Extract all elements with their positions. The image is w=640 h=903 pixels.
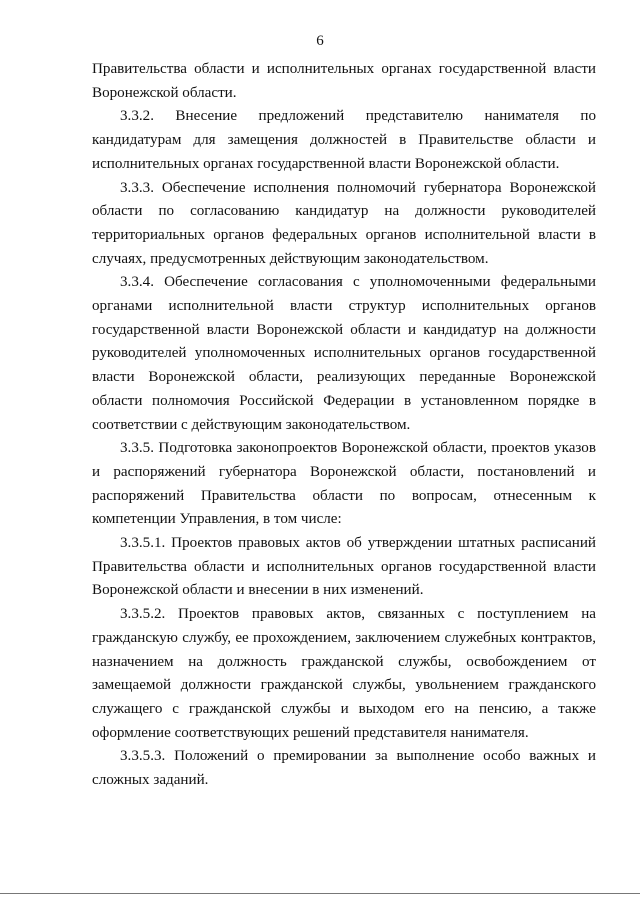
paragraph-3-3-2: 3.3.2. Внесение предложений представителю нанимателя по кандидатурам для замещения должностей в Правительстве области и исполнительных органах государственной власти Воронежской области. [92, 108, 596, 172]
paragraph-3-3-5-1: 3.3.5.1. Проектов правовых актов об утверждении штатных расписаний Правительства области и исполнительных органов государственной власти Воронежской области и внесении в них изменений. [92, 535, 596, 599]
paragraph-continuation: Правительства области и исполнительных органах государственной власти Воронежской области. [92, 61, 596, 101]
paragraph-3-3-3: 3.3.3. Обеспечение исполнения полномочий губернатора Воронежской области по согласованию кандидатур на должности руководителей территориальных органов федеральных органов исполнительной власти в случаях, предусмотренных действующим законодательством. [92, 179, 596, 267]
paragraph-3-3-5: 3.3.5. Подготовка законопроектов Воронежской области, проектов указов и распоряжений губернатора Воронежской области, постановлений и распоряжений Правительства области по вопросам, отнесенным к компетенции Управления, в том числе: [92, 440, 596, 528]
page-bottom-border [0, 893, 640, 894]
document-body [92, 58, 596, 793]
paragraph-3-3-5-3: 3.3.5.3. Положений о премировании за выполнение особо важных и сложных заданий. [92, 748, 596, 789]
page-number: 6 [316, 33, 324, 49]
paragraph-3-3-4: 3.3.4. Обеспечение согласования с уполномоченными федеральными органами исполнительной власти структур исполнительных органов государственной власти Воронежской области и кандидатур на должности руководителей уполномоченных исполнительных органов государственной власти Воронежской области, реализующих переданные Воронежской области полномочия Российской Федерации в установленном порядке в соответствии с действующим законодательством. [92, 274, 596, 433]
paragraph-3-3-5-2: 3.3.5.2. Проектов правовых актов, связанных с поступлением на гражданскую службу, ее прохождением, заключением служебных контрактов, назначением на должность гражданской службы, освобождением от замещаемой должности гражданской службы, увольнением гражданского служащего с гражданской службы и выходом его на пенсию, а также оформление соответствующих решений представителя нанимателя. [92, 606, 596, 741]
